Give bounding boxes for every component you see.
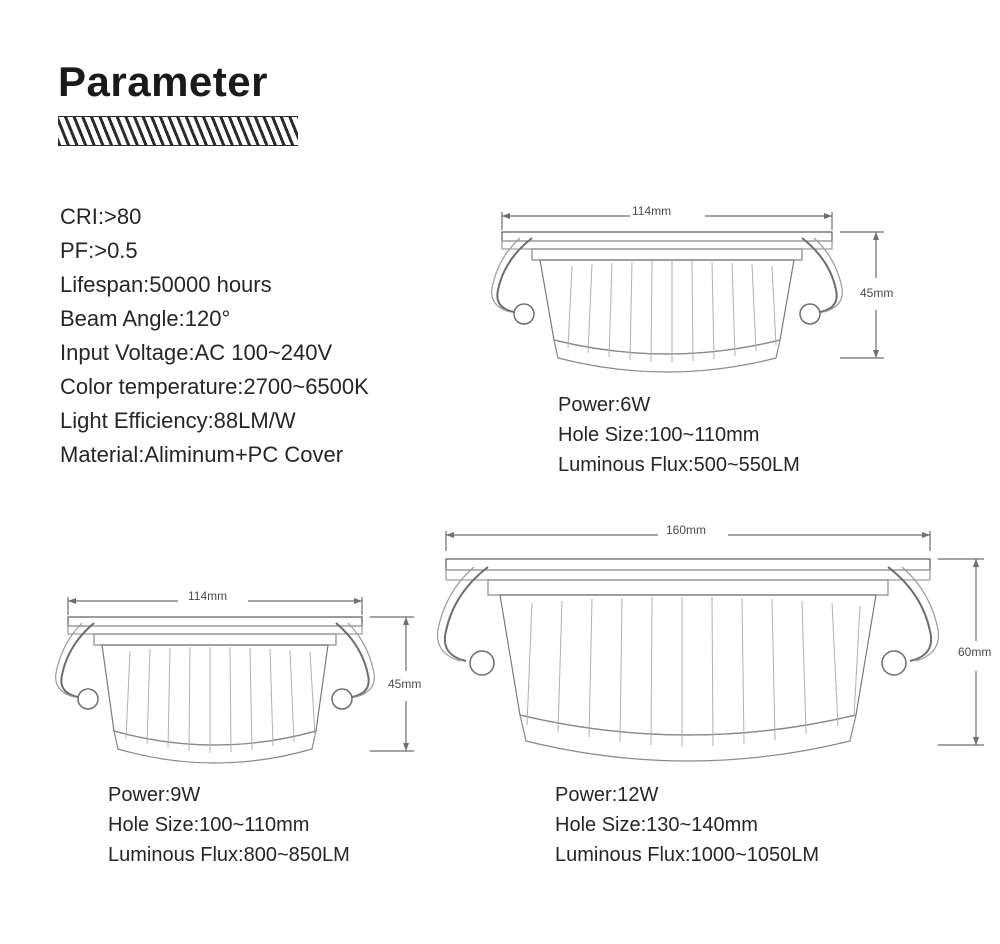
page-title-block — [58, 60, 398, 146]
product-caption-6w — [558, 390, 800, 480]
spec-item-beam-angle: Beam Angle:120° — [60, 306, 231, 331]
dimension-height-12w: 60mm — [958, 645, 992, 659]
downlight-drawing-12w — [410, 515, 1000, 785]
product-diagram-6w — [480, 190, 950, 480]
spec-item-cri: CRI:>80 — [60, 204, 142, 229]
downlight-drawing-9w — [30, 555, 470, 785]
luminous-flux-label-9w: Luminous Flux:800~850LM — [108, 844, 350, 866]
dimension-width-6w: 114mm — [632, 204, 672, 218]
title-hatch-decoration — [58, 116, 298, 146]
product-caption-12w — [555, 780, 819, 870]
power-label-9w: Power:9W — [108, 784, 201, 806]
spec-item-lifespan: Lifespan:50000 hours — [60, 272, 272, 297]
dimension-height-6w: 45mm — [860, 286, 894, 300]
dimension-width-12w: 160mm — [666, 523, 707, 537]
power-label-12w: Power:12W — [555, 784, 659, 806]
spec-item-color-temperature: Color temperature:2700~6500K — [60, 374, 369, 399]
luminous-flux-label-6w: Luminous Flux:500~550LM — [558, 454, 800, 476]
product-diagram-12w — [410, 515, 1000, 885]
page-title: Parameter — [58, 58, 268, 105]
spec-item-pf: PF:>0.5 — [60, 238, 138, 263]
dimension-width-9w: 114mm — [188, 589, 228, 603]
product-diagram-9w — [30, 555, 470, 885]
hole-size-label-9w: Hole Size:100~110mm — [108, 814, 310, 836]
power-label-6w: Power:6W — [558, 394, 651, 416]
hole-size-label-6w: Hole Size:100~110mm — [558, 424, 760, 446]
product-caption-9w — [108, 780, 350, 870]
specification-list — [60, 200, 480, 472]
hole-size-label-12w: Hole Size:130~140mm — [555, 814, 758, 836]
spec-item-material: Material:Aliminum+PC Cover — [60, 442, 344, 467]
spec-item-input-voltage: Input Voltage:AC 100~240V — [60, 340, 333, 365]
spec-item-light-efficiency: Light Efficiency:88LM/W — [60, 408, 296, 433]
dimension-height-9w: 45mm — [388, 677, 422, 691]
luminous-flux-label-12w: Luminous Flux:1000~1050LM — [555, 844, 820, 866]
